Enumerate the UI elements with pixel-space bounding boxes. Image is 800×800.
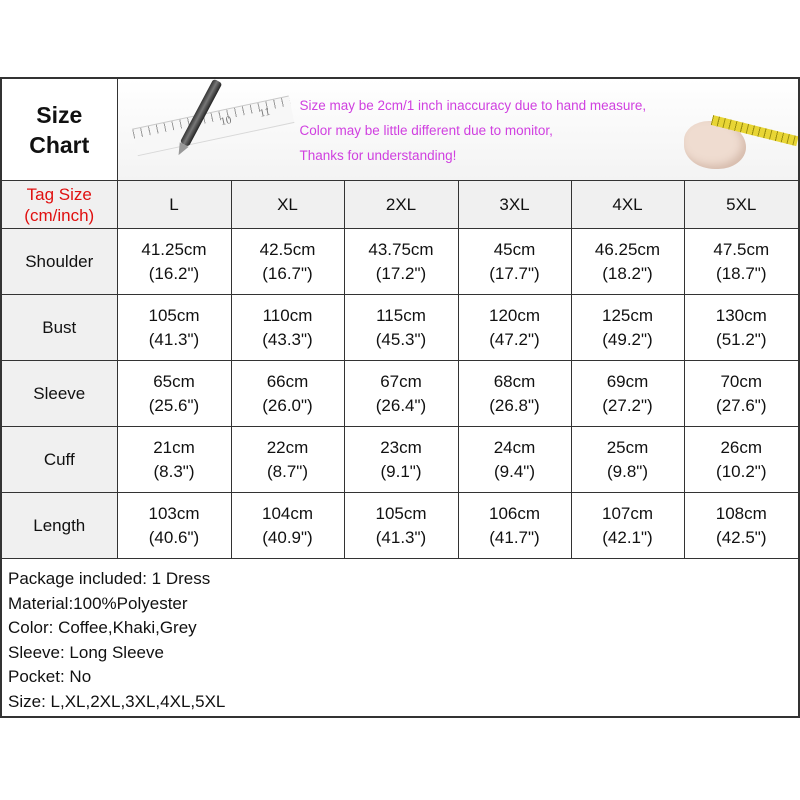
value-cm: 42.5cm [259, 239, 316, 259]
value-cm: 65cm [153, 371, 195, 391]
value-inch: (49.2") [602, 329, 653, 349]
table-row [2, 295, 798, 361]
size-header-l: L [117, 181, 231, 229]
measurement-cell [458, 493, 571, 559]
note-line-3: Thanks for understanding! [299, 148, 457, 163]
value-cm: 26cm [720, 437, 763, 457]
value-inch: (40.9") [262, 527, 313, 547]
info-pocket: Pocket: No [8, 667, 92, 687]
value-cm: 103cm [148, 503, 200, 523]
value-cm: 46.25cm [594, 239, 661, 259]
value-cm: 67cm [380, 371, 422, 391]
value-inch: (47.2") [489, 329, 540, 349]
size-chart-table [2, 79, 798, 559]
value-inch: (42.5") [716, 527, 767, 547]
value-inch: (25.6") [148, 395, 200, 415]
measurement-cell [571, 229, 684, 295]
value-inch: (18.7") [716, 263, 767, 283]
chart-title-line1: Size [36, 101, 83, 128]
value-inch: (17.2") [375, 263, 427, 283]
size-header-5xl: 5XL [684, 181, 798, 229]
measurement-cell [571, 361, 684, 427]
measurement-cell [571, 295, 684, 361]
table-row [2, 427, 798, 493]
ruler-number-11: 11 [258, 105, 271, 120]
value-inch: (27.2") [602, 395, 653, 415]
measurement-cell [117, 361, 231, 427]
value-cm: 105cm [148, 305, 200, 325]
info-package: Package included: 1 Dress [8, 569, 211, 588]
value-inch: (9.8") [607, 461, 648, 481]
row-label-sleeve: Sleeve [2, 361, 117, 427]
measurement-notice-banner [117, 79, 798, 181]
measurement-cell [458, 361, 571, 427]
tag-size-label-line1: Tag Size [26, 184, 92, 204]
value-cm: 104cm [261, 503, 314, 523]
measurement-cell [117, 427, 231, 493]
value-cm: 24cm [493, 437, 536, 457]
size-chart-sheet [0, 77, 800, 718]
measurement-cell [458, 295, 571, 361]
measurement-cell [684, 361, 798, 427]
value-cm: 106cm [488, 503, 541, 523]
value-cm: 21cm [153, 437, 195, 457]
value-inch: (8.3") [153, 461, 195, 481]
measurement-cell [571, 427, 684, 493]
value-cm: 108cm [715, 503, 767, 523]
ruler-number-10: 10 [218, 114, 233, 129]
measurement-cell [231, 295, 344, 361]
value-cm: 22cm [266, 437, 309, 457]
value-cm: 43.75cm [368, 239, 434, 259]
value-cm: 70cm [720, 371, 763, 391]
value-cm: 130cm [715, 305, 767, 325]
value-inch: (26.0") [262, 395, 313, 415]
table-row [2, 493, 798, 559]
value-cm: 105cm [375, 503, 427, 523]
table-row [2, 361, 798, 427]
measurement-cell [344, 493, 458, 559]
value-inch: (41.3") [148, 329, 200, 349]
value-inch: (51.2") [716, 329, 767, 349]
row-label-shoulder: Shoulder [2, 229, 117, 295]
size-header-3xl: 3XL [458, 181, 571, 229]
value-inch: (8.7") [267, 461, 308, 481]
row-label-cuff: Cuff [2, 427, 117, 493]
measurement-cell [231, 229, 344, 295]
chart-title [2, 79, 117, 181]
row-label-bust: Bust [2, 295, 117, 361]
value-inch: (41.7") [489, 527, 540, 547]
measurement-cell [344, 427, 458, 493]
tag-size-label-line2: (cm/inch) [24, 205, 95, 225]
value-inch: (42.1") [602, 527, 653, 547]
value-cm: 110cm [262, 305, 313, 325]
value-inch: (17.7") [489, 263, 540, 283]
chart-header-row [2, 79, 798, 181]
info-color: Color: Coffee,Khaki,Grey [8, 618, 197, 638]
tag-size-label [2, 181, 117, 229]
value-cm: 41.25cm [141, 239, 207, 259]
measurement-cell [571, 493, 684, 559]
measurement-cell [117, 229, 231, 295]
measurement-cell [684, 229, 798, 295]
value-inch: (18.2") [602, 263, 653, 283]
value-cm: 107cm [601, 503, 654, 523]
value-cm: 68cm [493, 371, 536, 391]
value-inch: (45.3") [375, 329, 427, 349]
measurement-cell [231, 427, 344, 493]
measurement-cell [684, 493, 798, 559]
size-header-xl: XL [231, 181, 344, 229]
product-info [2, 565, 798, 715]
measuring-tape-icon [678, 103, 788, 175]
value-cm: 69cm [606, 371, 649, 391]
value-inch: (9.4") [494, 461, 535, 481]
measurement-cell [344, 295, 458, 361]
info-sizes: Size: L,XL,2XL,3XL,4XL,5XL [8, 691, 226, 711]
value-inch: (9.1") [380, 461, 422, 481]
value-cm: 66cm [266, 371, 309, 391]
value-inch: (41.3") [375, 527, 427, 547]
measurement-cell [231, 361, 344, 427]
measurement-cell [344, 229, 458, 295]
value-cm: 25cm [606, 437, 649, 457]
measurement-cell [684, 295, 798, 361]
measurement-cell [117, 295, 231, 361]
table-row [2, 229, 798, 295]
value-inch: (26.4") [375, 395, 427, 415]
measurement-notes [300, 93, 647, 168]
note-line-2: Color may be little different due to monitor, [299, 123, 553, 138]
row-label-length: Length [2, 493, 117, 559]
value-inch: (16.2") [148, 263, 200, 283]
measurement-cell [231, 493, 344, 559]
value-cm: 23cm [380, 437, 422, 457]
chart-title-line2: Chart [29, 131, 90, 158]
info-material: Material:100%Polyester [8, 593, 188, 613]
value-cm: 115cm [376, 305, 426, 325]
value-inch: (43.3") [262, 329, 313, 349]
measurement-cell [684, 427, 798, 493]
measurement-cell [458, 229, 571, 295]
size-header-2xl: 2XL [344, 181, 458, 229]
measurement-cell [458, 427, 571, 493]
value-inch: (16.7") [262, 263, 313, 283]
value-inch: (40.6") [148, 527, 200, 547]
measurement-cell [344, 361, 458, 427]
value-inch: (10.2") [716, 461, 767, 481]
measurement-cell [117, 493, 231, 559]
note-line-1: Size may be 2cm/1 inch inaccuracy due to hand measure, [299, 98, 647, 113]
value-cm: 125cm [601, 305, 654, 325]
value-cm: 45cm [493, 239, 536, 259]
value-cm: 47.5cm [713, 239, 770, 259]
value-inch: (26.8") [489, 395, 540, 415]
value-inch: (27.6") [716, 395, 767, 415]
value-cm: 120cm [488, 305, 541, 325]
size-header-row [2, 181, 798, 229]
info-sleeve: Sleeve: Long Sleeve [8, 642, 164, 662]
size-header-4xl: 4XL [571, 181, 684, 229]
